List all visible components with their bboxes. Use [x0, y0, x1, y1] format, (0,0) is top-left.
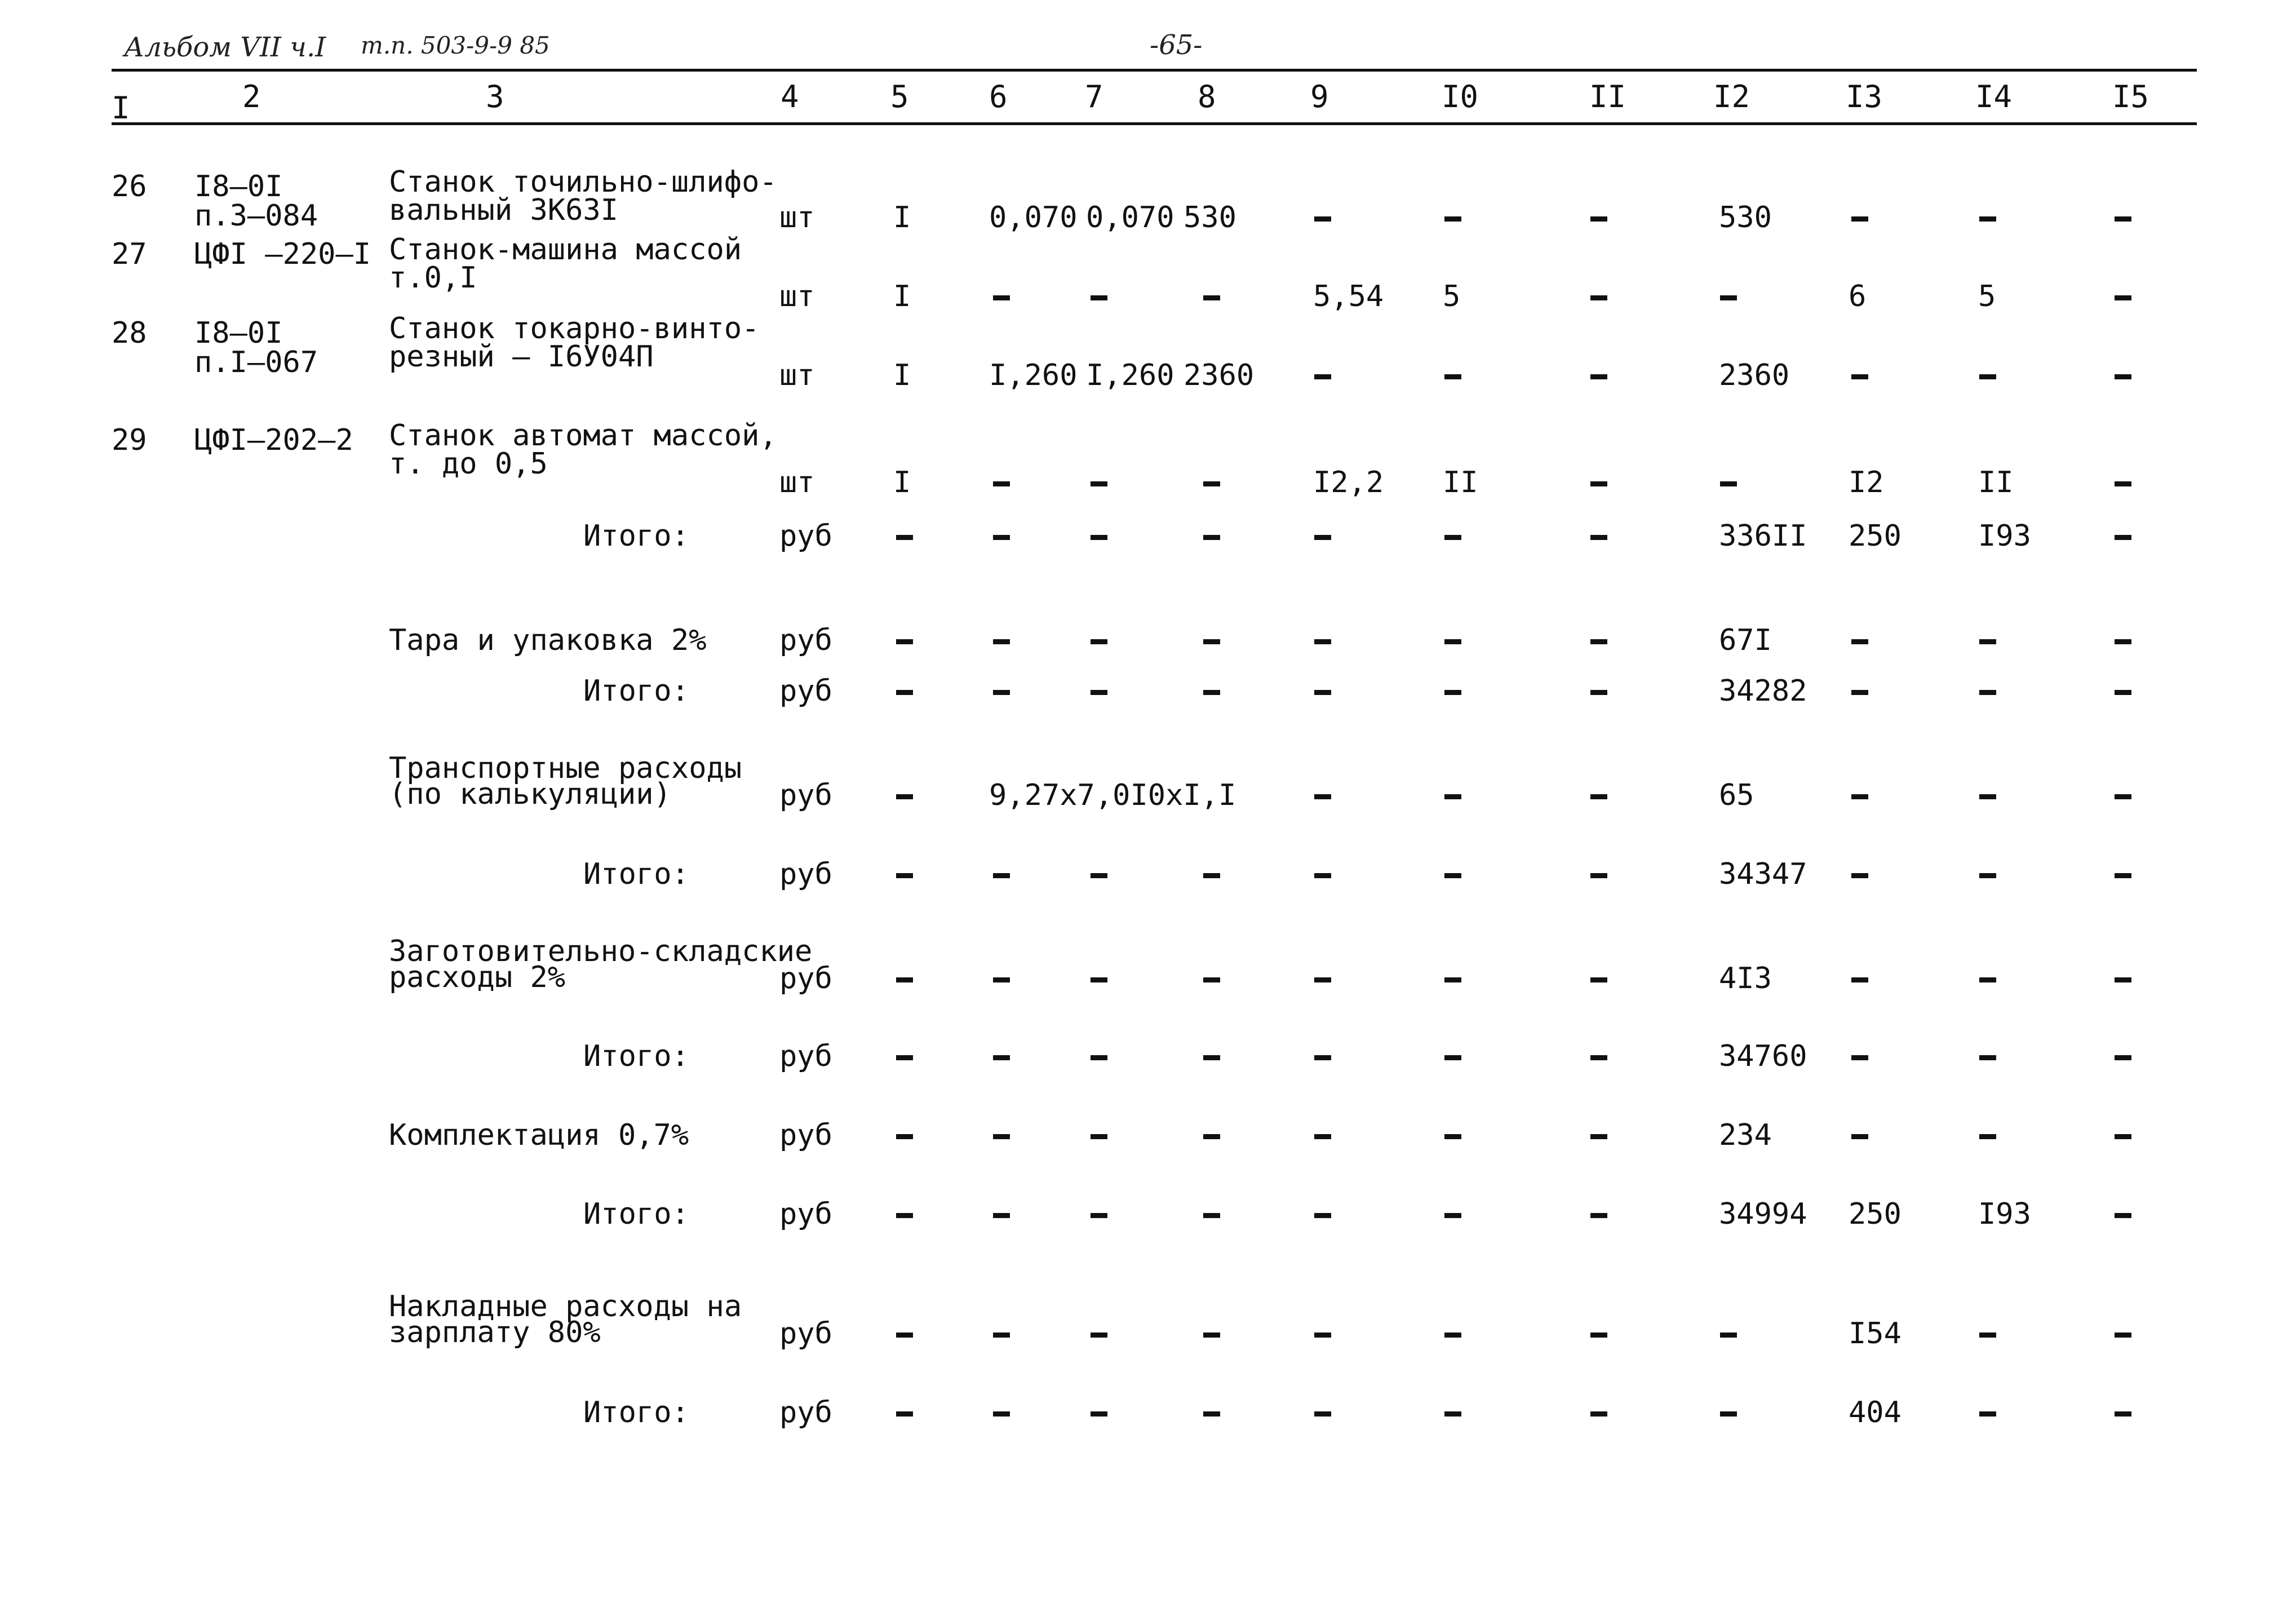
column-number: 6 — [989, 79, 1008, 114]
summary-label: Тара и упаковка 2% — [389, 623, 707, 657]
dash-mark — [1091, 1134, 1107, 1139]
dash-mark — [2115, 1213, 2131, 1218]
dash-mark — [1314, 1411, 1331, 1416]
quantity-cell: I — [893, 358, 911, 392]
cell-value: 250 — [1849, 1197, 1901, 1231]
cell-value: 34347 — [1719, 857, 1807, 891]
dash-mark — [1314, 977, 1331, 982]
item-name: Станок токарно-винто- — [389, 312, 760, 346]
summary-label: Итого: — [583, 1197, 689, 1231]
summary-label: (по калькуляции) — [389, 777, 671, 811]
dash-mark — [1091, 977, 1107, 982]
cell-value: I93 — [1978, 519, 2031, 553]
dash-mark — [993, 1213, 1010, 1218]
unit-cell: шт — [779, 280, 815, 313]
item-name: Станок-машина массой — [389, 233, 742, 267]
quantity-cell: I — [893, 466, 911, 499]
dash-mark — [1314, 374, 1331, 379]
dash-mark — [1203, 873, 1220, 878]
dash-mark — [993, 481, 1010, 486]
dash-mark — [1979, 216, 1996, 222]
dash-mark — [1091, 1333, 1107, 1338]
dash-mark — [896, 535, 913, 540]
dash-mark — [1314, 1134, 1331, 1139]
dash-mark — [1444, 1213, 1461, 1218]
formula-cell: 9,27х7,0I0хI,I — [989, 778, 1236, 812]
item-code: ЦФI–202–2 — [194, 423, 353, 457]
unit-cell: шт — [779, 358, 815, 392]
dash-mark — [1851, 794, 1868, 799]
column-number: 7 — [1085, 79, 1103, 114]
item-name: т. до 0,5 — [389, 447, 548, 481]
dash-mark — [1314, 1055, 1331, 1060]
dash-mark — [993, 1134, 1010, 1139]
dash-mark — [896, 1055, 913, 1060]
dash-mark — [1720, 1333, 1737, 1338]
dash-mark — [896, 873, 913, 878]
dash-mark — [1203, 481, 1220, 486]
cell-value: 67I — [1719, 623, 1772, 657]
dash-mark — [993, 1411, 1010, 1416]
item-code: ЦФI –220–I — [194, 237, 371, 271]
dash-mark — [1979, 1055, 1996, 1060]
unit-cell: руб — [779, 1396, 832, 1429]
dash-mark — [2115, 639, 2131, 644]
column-number: I5 — [2112, 79, 2149, 114]
dash-mark — [1979, 639, 1996, 644]
unit-cell: руб — [779, 778, 832, 812]
unit-cell: руб — [779, 1118, 832, 1152]
dash-mark — [1203, 690, 1220, 695]
cell-value: I,260 — [989, 358, 1078, 392]
column-number: I — [112, 90, 130, 126]
dash-mark — [993, 1055, 1010, 1060]
cell-value: 65 — [1719, 778, 1754, 812]
dash-mark — [2115, 794, 2131, 799]
unit-cell: руб — [779, 674, 832, 708]
dash-mark — [1979, 1134, 1996, 1139]
dash-mark — [993, 639, 1010, 644]
dash-mark — [993, 977, 1010, 982]
unit-cell: руб — [779, 1317, 832, 1351]
dash-mark — [2115, 481, 2131, 486]
dash-mark — [2115, 690, 2131, 695]
dash-mark — [1203, 1055, 1220, 1060]
column-number: 3 — [486, 79, 504, 114]
unit-cell: руб — [779, 1197, 832, 1231]
cell-value: 5,54 — [1313, 280, 1384, 313]
summary-label: Накладные расходы на — [389, 1290, 742, 1323]
dash-mark — [1851, 374, 1868, 379]
cell-value: 0,070 — [989, 201, 1078, 234]
dash-mark — [1444, 1055, 1461, 1060]
cell-value: I93 — [1978, 1197, 2031, 1231]
dash-mark — [1203, 295, 1220, 300]
column-number: I4 — [1975, 79, 2013, 114]
dash-mark — [1590, 374, 1607, 379]
dash-mark — [1203, 1411, 1220, 1416]
dash-mark — [1203, 1213, 1220, 1218]
cell-value: 336II — [1719, 519, 1807, 553]
dash-mark — [1314, 1213, 1331, 1218]
cell-value: I2,2 — [1313, 466, 1384, 499]
dash-mark — [1444, 639, 1461, 644]
cell-value: I,260 — [1086, 358, 1174, 392]
item-number: 29 — [112, 423, 147, 457]
dash-mark — [993, 535, 1010, 540]
dash-mark — [896, 794, 913, 799]
dash-mark — [1979, 374, 1996, 379]
dash-mark — [1979, 690, 1996, 695]
cell-value: 5 — [1443, 280, 1461, 313]
dash-mark — [1590, 1055, 1607, 1060]
dash-mark — [1091, 639, 1107, 644]
summary-label: Транспортные расходы — [389, 751, 742, 785]
item-code: п.3–084 — [194, 199, 318, 233]
dash-mark — [1091, 873, 1107, 878]
dash-mark — [1444, 374, 1461, 379]
dash-mark — [1851, 1134, 1868, 1139]
dash-mark — [1851, 977, 1868, 982]
item-number: 26 — [112, 170, 147, 203]
dash-mark — [1091, 690, 1107, 695]
cell-value: 530 — [1719, 201, 1772, 234]
cell-value: 2360 — [1719, 358, 1790, 392]
column-number: II — [1589, 79, 1626, 114]
dash-mark — [1590, 481, 1607, 486]
cell-value: 0,070 — [1086, 201, 1174, 234]
summary-label: расходы 2% — [389, 960, 566, 994]
dash-mark — [1314, 1333, 1331, 1338]
dash-mark — [1720, 481, 1737, 486]
dash-mark — [2115, 977, 2131, 982]
dash-mark — [896, 977, 913, 982]
dash-mark — [1444, 1411, 1461, 1416]
dash-mark — [1979, 1411, 1996, 1416]
dash-mark — [1979, 794, 1996, 799]
dash-mark — [1091, 295, 1107, 300]
column-number: 8 — [1198, 79, 1216, 114]
cell-value: 2360 — [1184, 358, 1255, 392]
dash-mark — [1590, 295, 1607, 300]
cell-value: 5 — [1978, 280, 1996, 313]
dash-mark — [1091, 481, 1107, 486]
dash-mark — [1444, 977, 1461, 982]
dash-mark — [1979, 977, 1996, 982]
dash-mark — [1203, 1134, 1220, 1139]
item-name: Станок автомат массой, — [389, 419, 777, 453]
album-label: Альбом VII ч.I — [124, 32, 326, 63]
item-number: 27 — [112, 237, 147, 271]
dash-mark — [1203, 535, 1220, 540]
dash-mark — [2115, 535, 2131, 540]
cell-value: 6 — [1849, 280, 1867, 313]
unit-cell: шт — [779, 466, 815, 499]
cell-value: 4I3 — [1719, 962, 1772, 995]
column-number: 5 — [890, 79, 909, 114]
dash-mark — [1590, 535, 1607, 540]
dash-mark — [2115, 873, 2131, 878]
dash-mark — [1720, 295, 1737, 300]
unit-cell: руб — [779, 962, 832, 995]
dash-mark — [896, 1134, 913, 1139]
column-number: 2 — [242, 79, 261, 114]
column-number: I2 — [1713, 79, 1750, 114]
dash-mark — [1091, 535, 1107, 540]
cell-value: 34760 — [1719, 1039, 1807, 1073]
summary-label: Итого: — [583, 519, 689, 553]
item-name: т.0,I — [389, 261, 477, 295]
column-number: I0 — [1442, 79, 1479, 114]
summary-label: Итого: — [583, 674, 689, 708]
dash-mark — [896, 690, 913, 695]
dash-mark — [1590, 1333, 1607, 1338]
dash-mark — [1444, 535, 1461, 540]
dash-mark — [896, 1411, 913, 1416]
dash-mark — [1590, 794, 1607, 799]
column-number: 4 — [781, 79, 799, 114]
dash-mark — [1444, 873, 1461, 878]
dash-mark — [1314, 535, 1331, 540]
dash-mark — [1203, 977, 1220, 982]
summary-label: Комплектация 0,7% — [389, 1118, 689, 1152]
dash-mark — [1444, 794, 1461, 799]
summary-label: Итого: — [583, 857, 689, 891]
dash-mark — [2115, 216, 2131, 222]
dash-mark — [2115, 295, 2131, 300]
item-code: I8–0I — [194, 170, 283, 203]
dash-mark — [1444, 216, 1461, 222]
summary-label: Заготовительно-складские — [389, 935, 813, 968]
dash-mark — [1091, 1213, 1107, 1218]
unit-cell: руб — [779, 1039, 832, 1073]
header-top-rule — [112, 69, 2197, 72]
quantity-cell: I — [893, 280, 911, 313]
item-name: Станок точильно-шлифо- — [389, 165, 777, 199]
cell-value: 234 — [1719, 1118, 1772, 1152]
summary-label: зарплату 80% — [389, 1316, 601, 1349]
dash-mark — [1851, 690, 1868, 695]
dash-mark — [1979, 873, 1996, 878]
dash-mark — [896, 1333, 913, 1338]
cell-value: 34994 — [1719, 1197, 1807, 1231]
dash-mark — [1720, 1411, 1737, 1416]
dash-mark — [1590, 873, 1607, 878]
dash-mark — [1590, 690, 1607, 695]
cell-value: 250 — [1849, 519, 1901, 553]
dash-mark — [1444, 1333, 1461, 1338]
dash-mark — [1314, 690, 1331, 695]
item-name: вальный 3К63I — [389, 193, 618, 227]
dash-mark — [1851, 1055, 1868, 1060]
dash-mark — [1590, 1411, 1607, 1416]
dash-mark — [1590, 216, 1607, 222]
cell-value: II — [1443, 466, 1478, 499]
unit-cell: руб — [779, 857, 832, 891]
header-bottom-rule — [112, 122, 2197, 125]
dash-mark — [1314, 794, 1331, 799]
item-code: I8–0I — [194, 316, 283, 350]
dash-mark — [1851, 216, 1868, 222]
dash-mark — [1091, 1055, 1107, 1060]
cell-value: I54 — [1849, 1317, 1901, 1351]
quantity-cell: I — [893, 201, 911, 234]
dash-mark — [2115, 374, 2131, 379]
dash-mark — [993, 873, 1010, 878]
cell-value: 34282 — [1719, 674, 1807, 708]
dash-mark — [1590, 1134, 1607, 1139]
unit-cell: руб — [779, 519, 832, 553]
column-number: I3 — [1846, 79, 1883, 114]
page-number: -65- — [1150, 29, 1203, 61]
dash-mark — [1314, 216, 1331, 222]
dash-mark — [1091, 1411, 1107, 1416]
cell-value: II — [1978, 466, 2014, 499]
dash-mark — [1203, 1333, 1220, 1338]
dash-mark — [1444, 690, 1461, 695]
cell-value: 404 — [1849, 1396, 1901, 1429]
dash-mark — [2115, 1411, 2131, 1416]
column-number: 9 — [1310, 79, 1329, 114]
dash-mark — [1590, 977, 1607, 982]
dash-mark — [2115, 1333, 2131, 1338]
dash-mark — [2115, 1055, 2131, 1060]
dash-mark — [993, 295, 1010, 300]
dash-mark — [1314, 639, 1331, 644]
dash-mark — [1851, 639, 1868, 644]
dash-mark — [1314, 873, 1331, 878]
item-number: 28 — [112, 316, 147, 350]
dash-mark — [2115, 1134, 2131, 1139]
summary-label: Итого: — [583, 1039, 689, 1073]
dash-mark — [1203, 639, 1220, 644]
dash-mark — [896, 639, 913, 644]
project-label: т.п. 503-9-9 85 — [361, 32, 550, 59]
unit-cell: руб — [779, 623, 832, 657]
cell-value: I2 — [1849, 466, 1884, 499]
dash-mark — [1590, 639, 1607, 644]
dash-mark — [1590, 1213, 1607, 1218]
item-name: резный – I6У04П — [389, 340, 654, 374]
dash-mark — [993, 1333, 1010, 1338]
dash-mark — [1851, 873, 1868, 878]
item-code: п.I–067 — [194, 346, 318, 379]
dash-mark — [1444, 1134, 1461, 1139]
dash-mark — [896, 1213, 913, 1218]
unit-cell: шт — [779, 201, 815, 234]
summary-label: Итого: — [583, 1396, 689, 1429]
cell-value: 530 — [1184, 201, 1236, 234]
dash-mark — [1979, 1333, 1996, 1338]
dash-mark — [993, 690, 1010, 695]
